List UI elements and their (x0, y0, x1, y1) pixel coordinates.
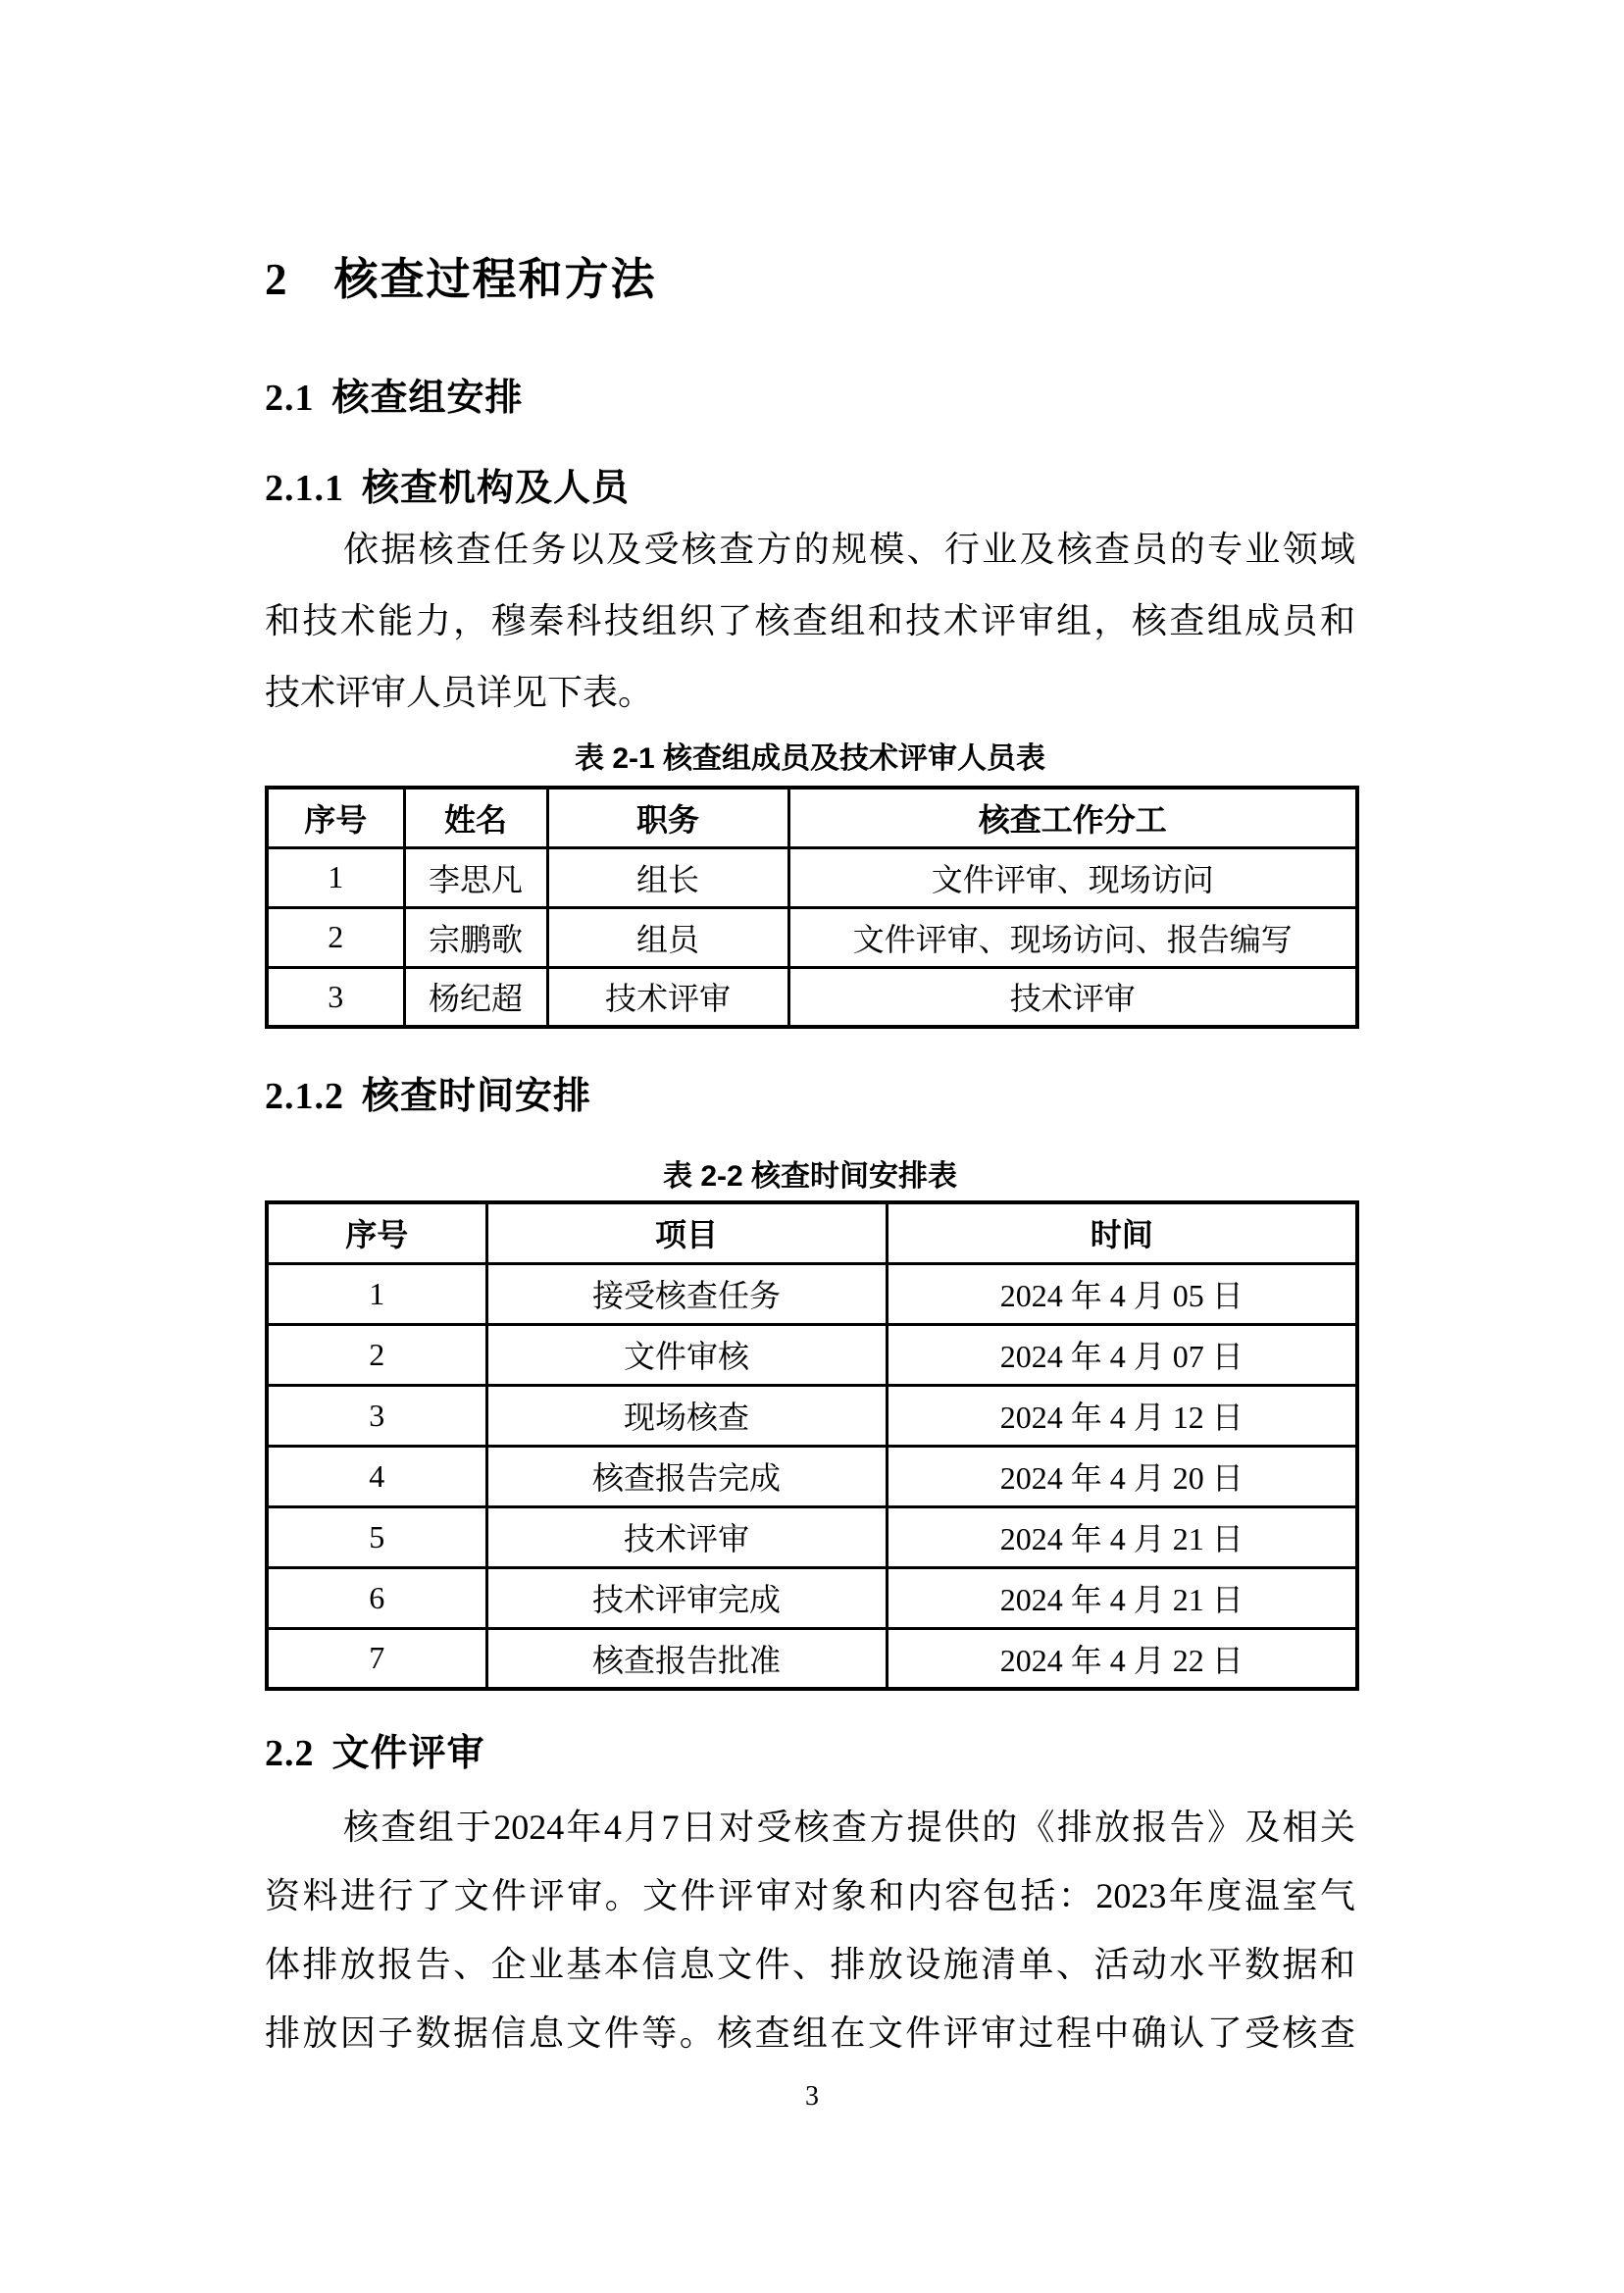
table-cell: 2 (267, 1324, 486, 1385)
table-cell: 宗鹏歌 (404, 907, 547, 967)
chapter-number: 2 (265, 255, 289, 304)
table-cell: 2024 年 4 月 05 日 (887, 1263, 1357, 1324)
table-cell: 1 (267, 1263, 486, 1324)
text-line: 资料进行了文件评审。文件评审对象和内容包括：2023年度温室气 (265, 1876, 1355, 1915)
table-cell: 组员 (547, 907, 788, 967)
text-line: 技术评审人员详见下表。 (265, 673, 654, 712)
table-row (267, 907, 1357, 967)
text-line: 排放因子数据信息文件等。核查组在文件评审过程中确认了受核查 (265, 2013, 1355, 2053)
table-cell: 4 (267, 1446, 486, 1506)
section-heading-2-2 (265, 1722, 1355, 1776)
text-line: 依据核查任务以及受核查方的规模、行业及核查员的专业领域 (343, 530, 1355, 569)
page-number: 3 (805, 2081, 819, 2112)
table-header-cell: 职务 (547, 788, 788, 847)
section-number: 2.2 (265, 1733, 315, 1774)
section-heading-2-1-1 (265, 457, 1355, 511)
table-cell: 3 (267, 1385, 486, 1446)
section-heading-2-1-2 (265, 1065, 1355, 1119)
table-cell: 文件评审、现场访问 (788, 847, 1357, 907)
table-cell: 2 (267, 907, 404, 967)
text-line: 和技术能力，穆秦科技组织了核查组和技术评审组，核查组成员和 (265, 601, 1355, 640)
table-header-cell: 核查工作分工 (788, 788, 1357, 847)
chapter-heading (265, 243, 1355, 307)
table-cell: 现场核查 (486, 1385, 887, 1446)
table-row (267, 1446, 1357, 1506)
table-cell: 接受核查任务 (486, 1263, 887, 1324)
section-title: 核查组安排 (331, 378, 524, 419)
table-cell: 2024 年 4 月 12 日 (887, 1385, 1357, 1446)
table-cell: 技术评审 (788, 967, 1357, 1027)
table-header-row (267, 1202, 1357, 1263)
table-header-cell: 序号 (267, 788, 404, 847)
schedule-table (265, 1200, 1359, 1691)
table-cell: 核查报告批准 (486, 1628, 887, 1689)
table-cell: 组长 (547, 847, 788, 907)
table-cell: 2024 年 4 月 21 日 (887, 1506, 1357, 1567)
table-cell: 2024 年 4 月 20 日 (887, 1446, 1357, 1506)
section-number: 2.1.1 (265, 468, 344, 509)
table-cell: 文件审核 (486, 1324, 887, 1385)
table-cell: 技术评审 (547, 967, 788, 1027)
section-title: 核查时间安排 (362, 1076, 592, 1117)
table-row (267, 1324, 1357, 1385)
table-row (267, 1567, 1357, 1628)
text-line: 核查组于2024年4月7日对受核查方提供的《排放报告》及相关 (343, 1808, 1355, 1847)
table-cell: 李思凡 (404, 847, 547, 907)
section-title: 文件评审 (331, 1733, 485, 1774)
table-header-row (267, 788, 1357, 847)
section-title: 核查机构及人员 (362, 468, 631, 509)
table-row (267, 1263, 1357, 1324)
table-row (267, 847, 1357, 907)
chapter-title: 核查过程和方法 (333, 254, 657, 304)
table-cell: 1 (267, 847, 404, 907)
table-2-1-caption: 表 2-1 核查组成员及技术评审人员表 (574, 742, 1046, 775)
table-cell: 杨纪超 (404, 967, 547, 1027)
table-header-cell: 姓名 (404, 788, 547, 847)
table-cell: 技术评审 (486, 1506, 887, 1567)
section-number: 2.1 (265, 378, 315, 419)
table-header-cell: 序号 (267, 1202, 486, 1263)
table-cell: 3 (267, 967, 404, 1027)
paragraph-team-intro (265, 514, 1355, 729)
table-cell: 核查报告完成 (486, 1446, 887, 1506)
paragraph-document-review (265, 1793, 1355, 2067)
table-cell: 2024 年 4 月 21 日 (887, 1567, 1357, 1628)
table-2-2-caption: 表 2-2 核查时间安排表 (662, 1160, 958, 1193)
section-heading-2-1 (265, 367, 1355, 421)
table-cell: 6 (267, 1567, 486, 1628)
section-number: 2.1.2 (265, 1076, 344, 1117)
table-cell: 技术评审完成 (486, 1567, 887, 1628)
table-cell: 5 (267, 1506, 486, 1567)
table-cell: 7 (267, 1628, 486, 1689)
verification-team-table (265, 786, 1359, 1029)
table-row (267, 1628, 1357, 1689)
table-header-cell: 项目 (486, 1202, 887, 1263)
text-line: 体排放报告、企业基本信息文件、排放设施清单、活动水平数据和 (265, 1945, 1355, 1984)
table-row (267, 1385, 1357, 1446)
table-cell: 2024 年 4 月 22 日 (887, 1628, 1357, 1689)
table-cell: 文件评审、现场访问、报告编写 (788, 907, 1357, 967)
table-row (267, 1506, 1357, 1567)
table-row (267, 967, 1357, 1027)
table-header-cell: 时间 (887, 1202, 1357, 1263)
table-cell: 2024 年 4 月 07 日 (887, 1324, 1357, 1385)
